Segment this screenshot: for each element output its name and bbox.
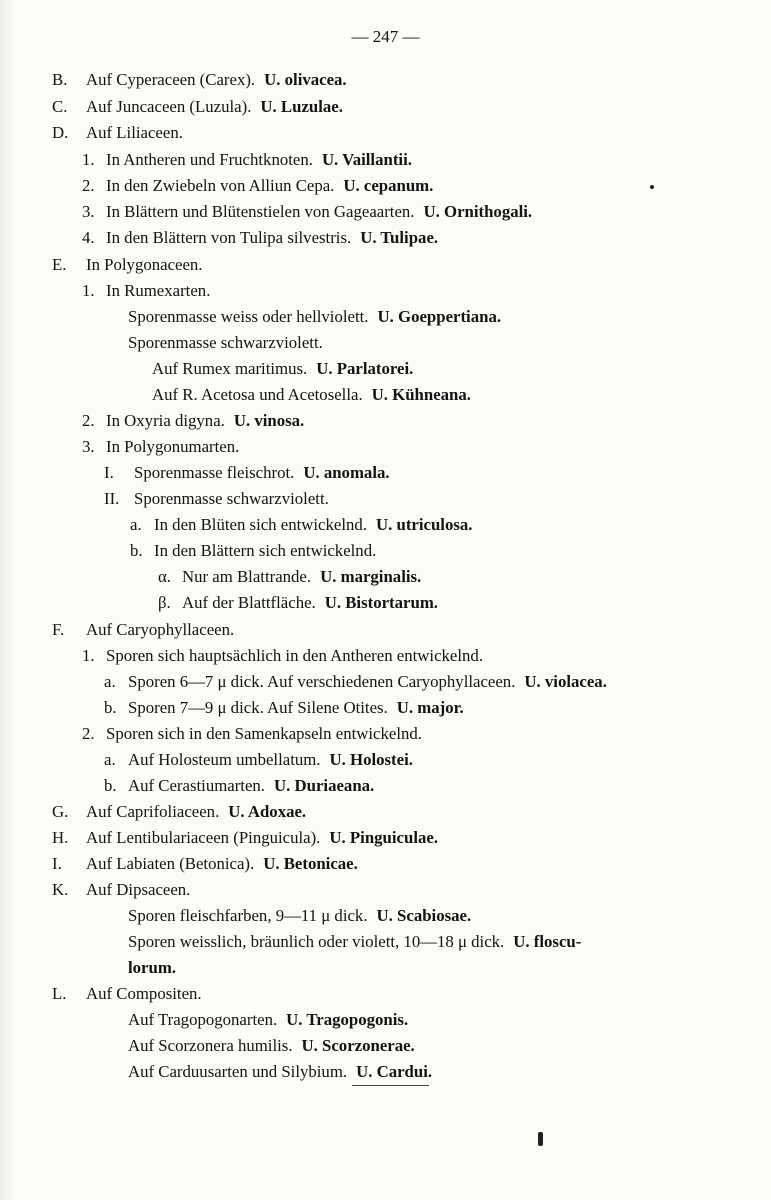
- key-line: [128, 958, 176, 978]
- key-line: [128, 1062, 432, 1082]
- entry-label: D.: [52, 123, 69, 142]
- print-speck: [538, 1132, 543, 1146]
- key-line: [152, 385, 471, 405]
- entry-text: Auf Labiaten (Betonica).: [86, 854, 255, 873]
- entry-label: I.: [52, 854, 62, 873]
- end-rule: [352, 1085, 429, 1086]
- entry-text: Auf Rumex maritimus.: [152, 359, 308, 378]
- entry-text: Sporenmasse fleischrot.: [134, 463, 295, 482]
- key-line: [52, 880, 190, 900]
- key-line: [158, 593, 438, 613]
- entry-text: Auf Tragopogonarten.: [128, 1010, 278, 1029]
- species-name: U. Luzulae.: [260, 97, 343, 116]
- entry-label: 4.: [82, 228, 95, 247]
- entry-label: L.: [52, 984, 67, 1003]
- key-line: [52, 802, 306, 822]
- entry-text: Sporenmasse weiss oder hellviolett.: [128, 307, 369, 326]
- entry-label: H.: [52, 828, 69, 847]
- key-line: [104, 463, 390, 483]
- entry-label: b.: [104, 776, 117, 795]
- entry-text: Sporenmasse schwarzviolett.: [134, 489, 329, 508]
- entry-text: Auf Cyperaceen (Carex).: [86, 70, 256, 89]
- species-name: U. major.: [396, 698, 464, 717]
- key-line: [52, 828, 438, 848]
- entry-text: Auf Holosteum umbellatum.: [128, 750, 321, 769]
- species-name: U. Bistortarum.: [324, 593, 438, 612]
- entry-label: 1.: [82, 646, 95, 665]
- entry-text: In Polygonumarten.: [106, 437, 240, 456]
- entry-text: Sporen sich hauptsächlich in den Antheren entwickelnd.: [106, 646, 484, 665]
- entry-text: Auf Juncaceen (Luzula).: [86, 97, 252, 116]
- species-name: U. Tragopogonis.: [286, 1010, 409, 1029]
- key-line: [82, 646, 483, 666]
- entry-text: Auf Caryophyllaceen.: [86, 620, 235, 639]
- key-line: [52, 70, 347, 90]
- entry-label: b.: [104, 698, 117, 717]
- entry-text: Auf Lentibulariaceen (Pinguicula).: [86, 828, 321, 847]
- entry-text: Sporen 7—9 μ dick. Auf Silene Otites.: [128, 698, 388, 717]
- entry-text: In Oxyria digyna.: [106, 411, 225, 430]
- entry-text: Sporenmasse schwarzviolett.: [128, 333, 323, 352]
- key-line: [128, 1010, 408, 1030]
- key-line: [104, 776, 374, 796]
- species-name: U. Adoxae.: [228, 802, 307, 821]
- entry-text: Auf Cerastiumarten.: [128, 776, 266, 795]
- species-name: U. cepanum.: [343, 176, 434, 195]
- key-line: [52, 97, 343, 117]
- key-line: [52, 620, 234, 640]
- entry-text: Auf Scorzonera humilis.: [128, 1036, 293, 1055]
- key-line: [82, 202, 532, 222]
- key-line: [82, 724, 422, 744]
- key-line: [52, 123, 183, 143]
- key-line: [82, 411, 304, 431]
- entry-label: K.: [52, 880, 69, 899]
- entry-label: 2.: [82, 411, 95, 430]
- entry-label: 3.: [82, 202, 95, 221]
- entry-text: Auf Dipsaceen.: [86, 880, 191, 899]
- key-line: [158, 567, 421, 587]
- key-line: [82, 281, 210, 301]
- key-line: [82, 150, 412, 170]
- entry-text: In den Blüten sich entwickelnd.: [154, 515, 367, 534]
- entry-label: a.: [130, 515, 142, 534]
- page-number: — 247 —: [351, 27, 420, 46]
- entry-text: Auf Caprifoliaceen.: [86, 802, 220, 821]
- entry-text: In den Blättern sich entwickelnd.: [154, 541, 377, 560]
- entry-label: G.: [52, 802, 69, 821]
- species-name: U. Cardui.: [356, 1062, 433, 1081]
- key-line: [104, 672, 607, 692]
- key-line: [104, 750, 413, 770]
- key-line: [104, 698, 464, 718]
- print-speck: [650, 185, 654, 189]
- key-line: [130, 515, 472, 535]
- entry-text: In den Zwiebeln von Alliun Cepa.: [106, 176, 335, 195]
- entry-text: Sporen 6—7 μ dick. Auf verschiedenen Caryophyllaceen.: [128, 672, 516, 691]
- entry-text: Auf der Blattfläche.: [182, 593, 316, 612]
- species-name: U. Vaillantii.: [321, 150, 412, 169]
- entry-text: Auf R. Acetosa und Acetosella.: [152, 385, 363, 404]
- entry-label: 1.: [82, 281, 95, 300]
- species-name: lorum.: [128, 958, 177, 977]
- entry-label: 2.: [82, 176, 95, 195]
- species-name: U. vinosa.: [233, 411, 305, 430]
- key-line: [152, 359, 413, 379]
- entry-text: Sporen weisslich, bräunlich oder violett, 10—18 μ dick.: [128, 932, 505, 951]
- entry-label: II.: [104, 489, 120, 508]
- entry-text: Auf Compositen.: [86, 984, 202, 1003]
- entry-label: a.: [104, 672, 116, 691]
- species-name: U. Kühneana.: [371, 385, 471, 404]
- entry-text: Sporen sich in den Samenkapseln entwickelnd.: [106, 724, 422, 743]
- species-name: U. Holostei.: [329, 750, 413, 769]
- entry-label: C.: [52, 97, 68, 116]
- entry-text: Auf Carduusarten und Silybium.: [128, 1062, 348, 1081]
- entry-label: I.: [104, 463, 114, 482]
- entry-text: In Antheren und Fruchtknoten.: [106, 150, 313, 169]
- key-line: [128, 906, 471, 926]
- species-name: U. floscu-: [513, 932, 582, 951]
- entry-text: Sporen fleischfarben, 9—11 μ dick.: [128, 906, 368, 925]
- key-line: [52, 255, 203, 275]
- entry-label: a.: [104, 750, 116, 769]
- entry-text: In den Blättern von Tulipa silvestris.: [106, 228, 352, 247]
- entry-label: β.: [158, 593, 171, 612]
- species-name: U. utriculosa.: [375, 515, 473, 534]
- key-line: [128, 307, 501, 327]
- species-name: U. Duriaeana.: [274, 776, 375, 795]
- entry-text: In Blättern und Blütenstielen von Gageaarten.: [106, 202, 415, 221]
- entry-text: Auf Liliaceen.: [86, 123, 183, 142]
- entry-text: In Rumexarten.: [106, 281, 211, 300]
- species-name: U. Goeppertiana.: [377, 307, 502, 326]
- entry-label: F.: [52, 620, 65, 639]
- species-name: U. marginalis.: [320, 567, 422, 586]
- entry-text: Nur am Blattrande.: [182, 567, 312, 586]
- key-line: [128, 932, 581, 952]
- key-line: [82, 437, 239, 457]
- page-edge-shadow: [0, 0, 14, 1200]
- species-name: U. anomala.: [303, 463, 390, 482]
- species-name: U. Scorzonerae.: [301, 1036, 415, 1055]
- key-line: [52, 984, 202, 1004]
- species-name: U. Ornithogali.: [423, 202, 533, 221]
- key-line: [104, 489, 329, 509]
- species-name: U. Parlatorei.: [316, 359, 414, 378]
- entry-label: 1.: [82, 150, 95, 169]
- key-line: [128, 1036, 415, 1056]
- key-line: [82, 176, 433, 196]
- key-line: [130, 541, 376, 561]
- entry-label: 3.: [82, 437, 95, 456]
- key-line: [128, 333, 323, 353]
- species-name: U. Pinguiculae.: [329, 828, 439, 847]
- key-line: [82, 228, 438, 248]
- species-name: U. Scabiosae.: [376, 906, 472, 925]
- species-name: U. Betonicae.: [263, 854, 358, 873]
- species-name: U. olivacea.: [264, 70, 347, 89]
- entry-label: E.: [52, 255, 67, 274]
- entry-label: α.: [158, 567, 171, 586]
- entry-text: In Polygonaceen.: [86, 255, 203, 274]
- entry-label: 2.: [82, 724, 95, 743]
- key-line: [52, 854, 358, 874]
- species-name: U. Tulipae.: [360, 228, 439, 247]
- entry-label: b.: [130, 541, 143, 560]
- entry-label: B.: [52, 70, 68, 89]
- species-name: U. violacea.: [524, 672, 607, 691]
